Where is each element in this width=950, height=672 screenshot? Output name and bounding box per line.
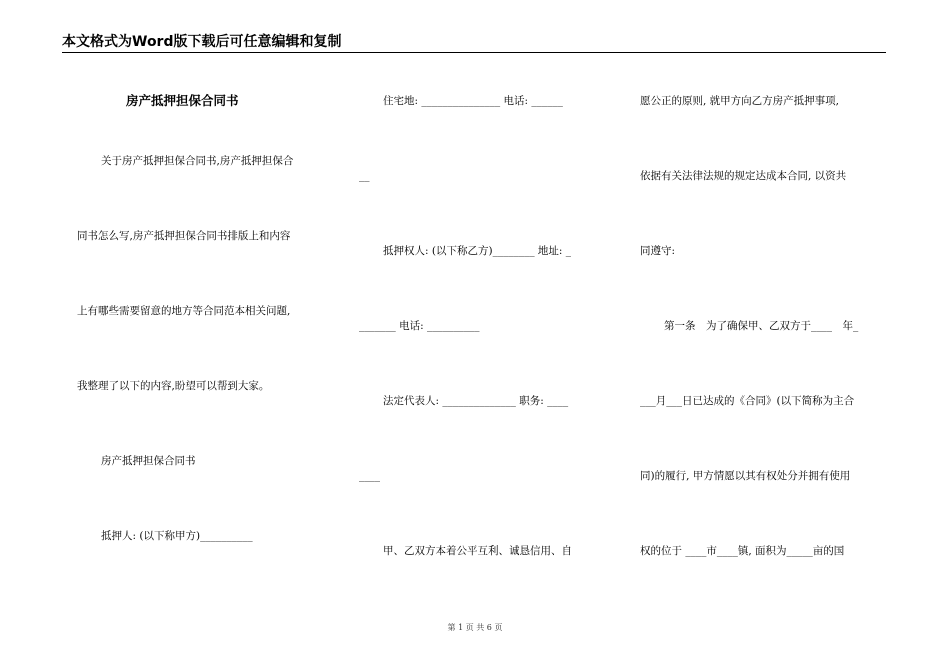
page-header — [62, 34, 886, 53]
col1-line-6: 抵押人: (以下称甲方)__________ — [101, 530, 253, 542]
col1-line-5: 房产抵押担保合同书 — [101, 455, 196, 467]
col2-line-1: 住宅地: _______________ 电话: ______ — [383, 95, 563, 107]
col2-line-5: 法定代表人: ______________ 职务: ____ — [383, 395, 569, 407]
col2-line-7: 甲、乙双方本着公平互利、诚恳信用、自 — [383, 545, 572, 557]
col2-line-3: 抵押权人: (以下称乙方)________ 地址: _ — [383, 245, 572, 257]
col3-line-2: 依据有关法律法规的规定达成本合同, 以资共 — [640, 170, 847, 182]
header-text: 本文格式为Word版下载后可任意编辑和复制 — [62, 34, 342, 50]
col3-line-3: 同遵守: — [640, 245, 676, 257]
col1-line-1: 关于房产抵押担保合同书,房产抵押担保合 — [101, 155, 294, 167]
col1-line-3: 上有哪些需要留意的地方等合同范本相关问题, — [77, 305, 291, 317]
page-footer: 第 1 页 共 6 页 — [447, 623, 503, 632]
col3-line-6: 同)的履行, 甲方情愿以其有权处分并拥有使用 — [640, 470, 851, 482]
document-title: 房产抵押担保合同书 — [126, 93, 239, 108]
col3-line-5: ___月___日已达成的《合同》(以下简称为主合 — [640, 395, 855, 407]
col1-line-4: 我整理了以下的内容,盼望可以帮到大家。 — [77, 380, 270, 392]
col2-line-6: ____ — [359, 470, 380, 482]
col3-line-4: 第一条 为了确保甲、乙双方于____ 年_ — [664, 320, 859, 332]
col2-line-2: __ — [359, 170, 370, 182]
col3-line-1: 愿公正的原则, 就甲方向乙方房产抵押事项, — [640, 95, 840, 107]
col2-line-4: _______ 电话: __________ — [359, 320, 480, 332]
col3-line-7: 权的位于 ____市____镇, 面积为_____亩的国 — [640, 545, 845, 557]
col1-line-2: 同书怎么写,房产抵押担保合同书排版上和内容 — [77, 230, 291, 242]
